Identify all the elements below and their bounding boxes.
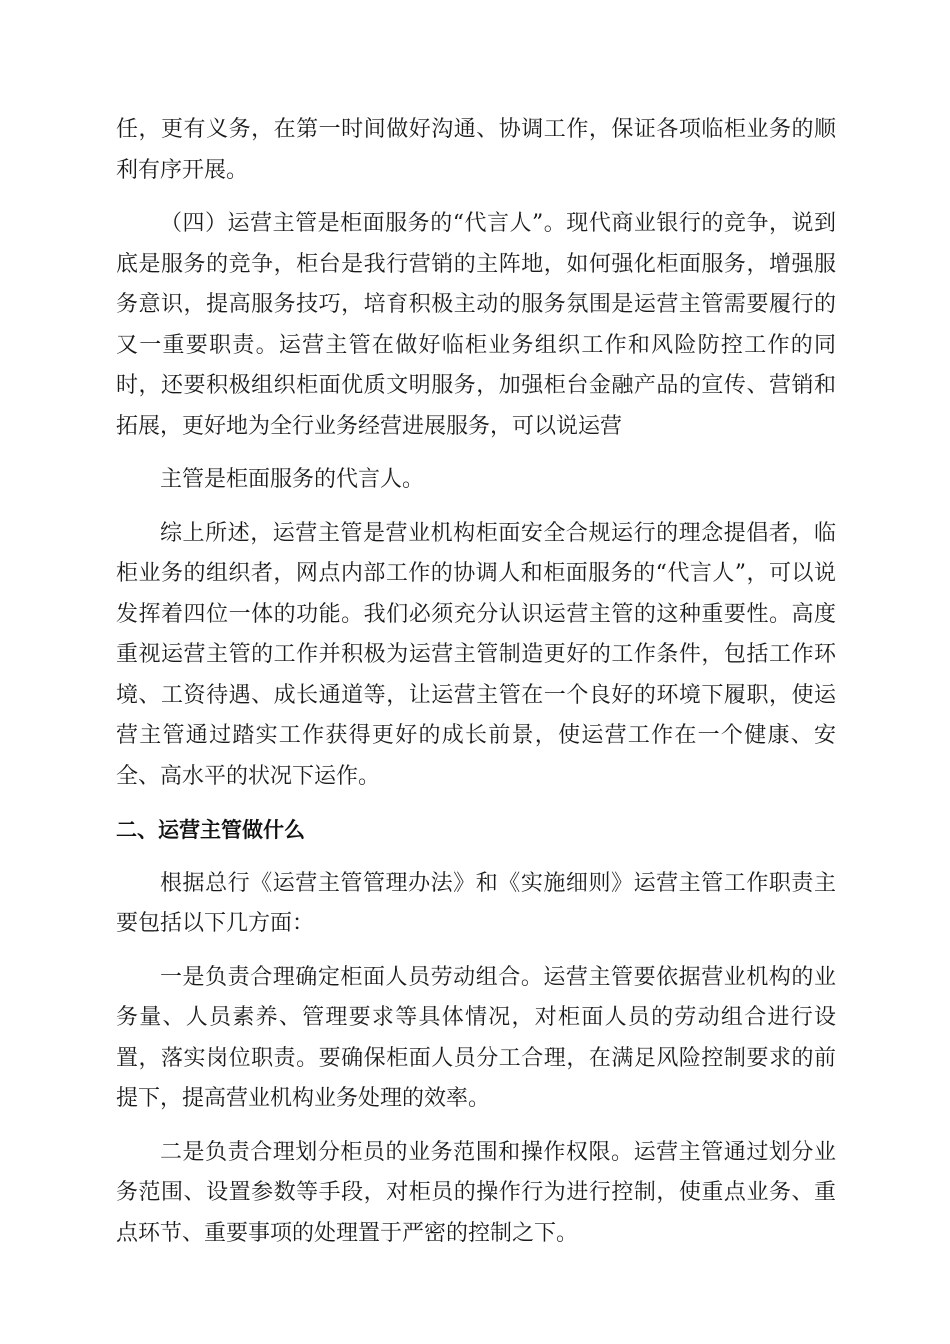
paragraph-duty-one: 一是负责合理确定柜面人员劳动组合。运营主管要依据营业机构的业务量、人员素养、管理要求等具体情况，对柜面人员的劳动组合进行设置，落实岗位职责。要确保柜面人员分工合理，在满足风险控制要求的前提下，提高营业机构业务处理的效率。 (116, 964, 836, 1111)
document-body (116, 110, 836, 1267)
section-heading-what-to-do: 二、运营主管做什么 (116, 818, 305, 842)
paragraph-duties-intro: 根据总行《运营主管管理办法》和《实施细则》运营主管工作职责主要包括以下几方面： (116, 870, 836, 936)
paragraph-continuation: 任，更有义务，在第一时间做好沟通、协调工作，保证各项临柜业务的顺利有序开展。 (116, 117, 836, 183)
paragraph-duty-two: 二是负责合理划分柜员的业务范围和操作权限。运营主管通过划分业务范围、设置参数等手段，对柜员的操作行为进行控制，使重点业务、重点环节、重要事项的处理置于严密的控制之下。 (116, 1139, 836, 1246)
paragraph-spokesperson-end: 主管是柜面服务的代言人。 (160, 467, 425, 492)
paragraph-summary: 综上所述，运营主管是营业机构柜面安全合规运行的理念提倡者，临柜业务的组织者，网点内部工作的协调人和柜面服务的“代言人”，可以说发挥着四位一体的功能。我们必须充分认识运营主管的这种重要性。高度重视运营主管的工作并积极为运营主管制造更好的工作条件，包括工作环境、工资待遇、成长通道等，让运营主管在一个良好的环境下履职，使运营主管通过踏实工作获得更好的成长前景，使运营工作在一个健康、安全、高水平的状况下运作。 (116, 520, 836, 789)
paragraph-spokesperson: （四）运营主管是柜面服务的“代言人”。现代商业银行的竞争，说到底是服务的竞争，柜台是我行营销的主阵地，如何强化柜面服务，增强服务意识，提高服务技巧，培育积极主动的服务氛围是运营主管需要履行的又一重要职责。运营主管在做好临柜业务组织工作和风险防控工作的同时，还要积极组织柜面优质文明服务，加强柜台金融产品的宣传、营销和拓展，更好地为全行业务经营进展服务，可以说运营 (116, 211, 836, 439)
